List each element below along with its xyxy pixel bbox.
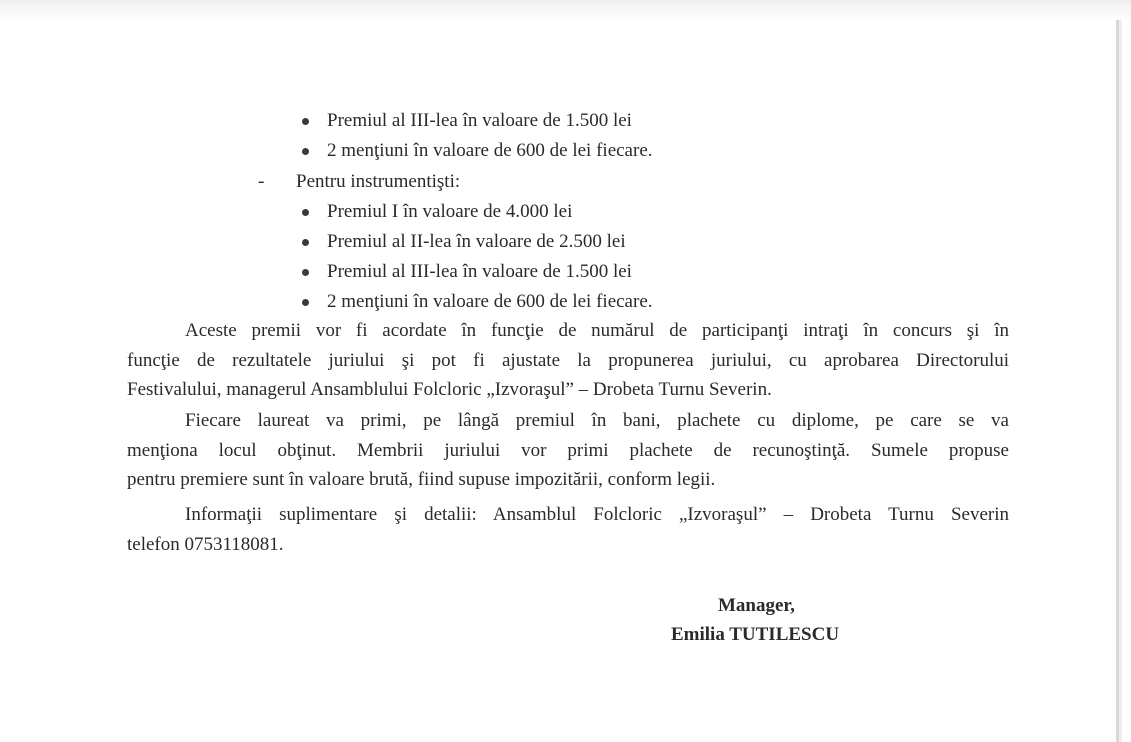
- paragraph-line: menţiona locul obţinut. Membrii juriului vor primi plachete de recunoştinţă. Sumele propuse: [127, 439, 1009, 461]
- prize-text: Premiul al III-lea în valoare de 1.500 lei: [327, 110, 632, 131]
- bullet-dot-icon: [302, 269, 309, 276]
- paragraph-contact-info: [127, 500, 1009, 559]
- paragraph-line: pentru premiere sunt în valoare brută, fiind supuse impozitării, conform legii.: [127, 469, 716, 490]
- prize-text: 2 menţiuni în valoare de 600 de lei fiecare.: [327, 140, 653, 161]
- paragraph-line: Aceste premii vor fi acordate în funcţie de numărul de participanţi intraţi în concurs şi în: [185, 320, 1009, 341]
- paragraph-line: Informaţii suplimentare şi detalii: Ansamblul Folcloric „Izvoraşul” – Drobeta Turnu Severin: [185, 504, 1009, 525]
- paragraph-line: telefon 0753118081.: [127, 533, 284, 555]
- bullet-dot-icon: [302, 148, 309, 155]
- paragraph-laureates: [127, 406, 1009, 495]
- signature-title: Manager,: [718, 595, 795, 616]
- prize-text: Premiul al III-lea în valoare de 1.500 lei: [327, 261, 632, 282]
- paragraph-prize-conditions: [127, 316, 1009, 405]
- paragraph-line: funcţie de rezultatele juriului şi pot fi ajustate la propunerea juriului, cu aprobarea Directorului: [127, 349, 1009, 371]
- signature-name: Emilia TUTILESCU: [671, 624, 840, 645]
- paragraph-line: Festivalului, managerul Ansamblului Folcloric „Izvoraşul” – Drobeta Turnu Severin.: [127, 379, 772, 400]
- bullet-dot-icon: [302, 299, 309, 306]
- bullet-dot-icon: [302, 239, 309, 246]
- paragraph-line: Fiecare laureat va primi, pe lângă premiul în bani, plachete cu diplome, pe care se va: [185, 410, 1009, 431]
- bullet-dot-icon: [302, 209, 309, 216]
- bullet-dot-icon: [302, 118, 309, 125]
- prize-text: Premiul al II-lea în valoare de 2.500 lei: [327, 231, 626, 252]
- prize-text: Premiul I în valoare de 4.000 lei: [327, 201, 573, 222]
- prize-text: 2 menţiuni în valoare de 600 de lei fiecare.: [327, 291, 653, 312]
- scan-speck: [829, 597, 839, 601]
- category-heading-text: Pentru instrumentişti:: [296, 171, 461, 192]
- dash-marker: -: [258, 171, 265, 192]
